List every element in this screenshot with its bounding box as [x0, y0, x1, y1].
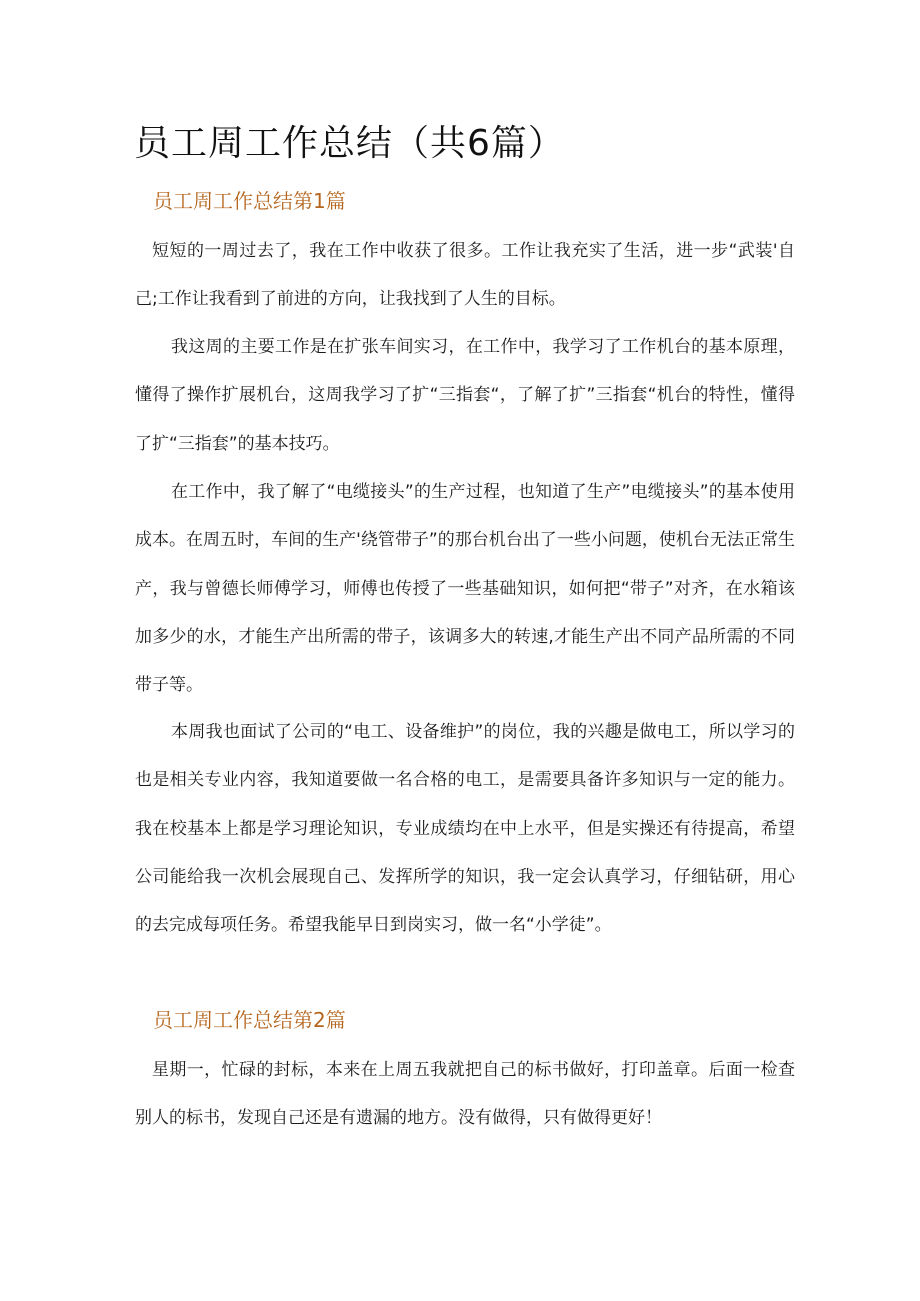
paragraph-1-4: 本周我也面试了公司的“电工、设备维护”的岗位，我的兴趣是做电工，所以学习的也是相关专业内容，我知道要做一名合格的电工，是需要具备许多知识与一定的能力。我在校基本上都是学习理论知识，专业成绩均在中上水平，但是实操还有待提高，希望公司能给我一次机会展现自己、发挥所学的知识，我一定会认真学习，仔细钻研，用心的去完成每项任务。希望我能早日到岗实习，做一名“小学徒”。 [135, 722, 795, 936]
paragraph-1-1: 短短的一周过去了，我在工作中收获了很多。工作让我充实了生活，进一步“武装'自己;工作让我看到了前进的方向，让我找到了人生的目标。 [135, 241, 795, 310]
paragraph-1-3: 在工作中，我了解了“电缆接头”的生产过程，也知道了生产”电缆接头”的基本使用成本。在周五时，车间的生产'绕管带子”的那台机台出了一些小问题，使机台无法正常生产，我与曾德长师傅学习，师傅也传授了一些基础知识，如何把“带子”对齐，在水箱该加多少的水，才能生产出所需的带子，该调多大的转速,才能生产出不同产品所需的不同带子等。 [135, 482, 795, 696]
section-heading-1: 员工周工作总结第1篇 [153, 189, 346, 213]
document-title: 员工周工作总结（共6篇） [134, 123, 565, 164]
section-heading-2: 员工周工作总结第2篇 [153, 1008, 346, 1032]
paragraph-2-1: 星期一，忙碌的封标，本来在上周五我就把自己的标书做好，打印盖章。后面一检查别人的标书，发现自己还是有遗漏的地方。没有做得，只有做得更好！ [135, 1060, 795, 1129]
paragraph-1-2: 我这周的主要工作是在扩张车间实习，在工作中，我学习了工作机台的基本原理，懂得了操作扩展机台，这周我学习了扩“三指套“，了解了扩”三指套“机台的特性，懂得了扩“三指套”的基本技巧。 [135, 337, 795, 454]
